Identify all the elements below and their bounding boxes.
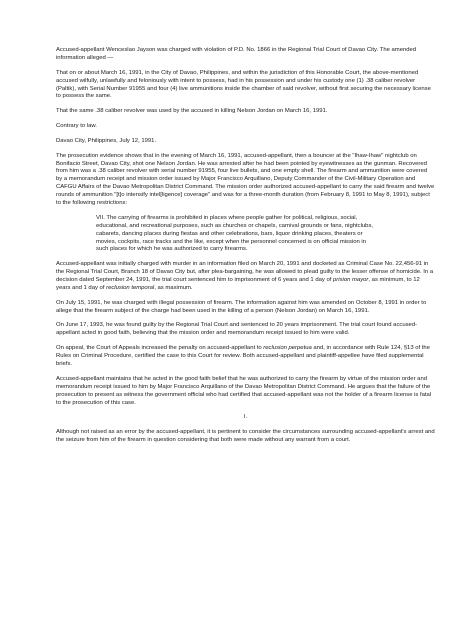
paragraph-murder-charge [56,261,435,293]
quoted-restriction: VII. The carrying of firearms is prohibited in places where people gather for political, religious, social, educational, and recreational purposes, such as churches or chapels, carnival grounds or fans, nightclubs, cabarets, dancing places during fiestas and other celebrations, bars, liquor drinking places, theaters or movies, cockpits, race tracks and the like, except when the personnel concerned is on official mission in such places for which he was authorized to carry firearms. [96,214,374,253]
text-run: On appeal, the Court of Appeals increased the penalty on accused-appellant to [56,345,264,352]
text-run: , as minimum, to 12 years and 1 day of [56,277,420,291]
paragraph-good-faith: Accused-appellant maintains that he acted in the good faith belief that he was authorized to carry the firearm by virtue of the mission order and memorandum receipt issued to him by Major Francisco Arquillano of the Davao Metropolitan District Command. He argues that the failure of the prosecution to present as witness the government official who had certified that accused-appellant was not the holder of a firearm license is fatal to the prosecution of this case. [56,375,432,406]
paragraph-place-date: Davao City, Philippines, July 12, 1991. [56,137,157,144]
paragraph-arrest-circumstances: Although not raised as an error by the accused-appellant, it is pertinent to consider the circumstances surrounding accused-appellant's arrest and the seizure from him of the firearm in question considering that both were made without any warrant from a court. [56,429,435,444]
paragraph-illegal-possession: On July 15, 1991, he was charged with illegal possession of firearm. The information against him was amended on October 8, 1991 in order to allege that the firearm subject of the charge had been used in the killing of a person (Nelson Jordan) on March 16, 1991. [56,299,427,314]
paragraph-appeal [56,345,435,369]
paragraph-charge: Accused-appellant Wenceslao Jayson was charged with violation of P.D. No. 1866 in the Regional Trial Court of Davao City. The amended information alleged — [56,47,417,61]
paragraph-prosecution-evidence: The prosecution evidence shows that in the evening of March 16, 1991, accused-appellant, then a bouncer at the "Ihaw-Ihaw" nightclub on Bonifacio Street, Davao City, shot one Nelson Jordan. He was arrested after he had been pointed by eyewitnesses as the gunman. Recovered from him was a .38 caliber revolver with serial number 91955, four live bullets, and one empty shell. The firearm and ammunition were covered by a memorandum receipt and mission order issued by Major Francisco Arquillano, Deputy Commander of the Civil-Military Operation and CAFGU Affairs of the Davao Metropolitan District Command. The mission order authorized accused-appellant to carry the said firearm and twelve rounds of ammunition "[t]o intensify intel[ligence] coverage" and was for a three-month duration (from February 8, 1991 to May 8, 1991), subject to the following restrictions: [56,152,435,207]
text-run: and, in accordance with Rule 124, §13 of the Rules on Criminal Procedure, certified the case to this Court for review. Both accused-appellant and plaintiff-appellee have filed supplemental briefs. [56,345,430,367]
italic-term: prision mayor [333,277,369,284]
paragraph-rtc-decision: On June 17, 1993, he was found guilty by the Regional Trial Court and sentenced to 20 years imprisonment. The trial court found accused-appellant acted in good faith, believing that the mission order and memorandum receipt issued to him were valid. [56,322,418,337]
paragraph-information: That on or about March 16, 1991, in the City of Davao, Philippines, and within the jurisdiction of this Honorable Court, the above-mentioned accused wilfully, unlawfully and feloniously with intent to possess, had in his possession and under his custody one (1) .38 caliber revolver (Paltik), with Serial Number 91955 and four (4) live ammunitions inside the chamber of said revolver, without first securing the necessary license to possess the same. [56,69,431,100]
text-run: , as maximum. [154,284,193,291]
italic-term: reclusion temporal [106,284,155,291]
section-heading: I. [243,414,248,421]
paragraph-revolver-used: That the same .38 caliber revolver was used by the accused in killing Nelson Jordan on March 16, 1991. [56,108,328,115]
text-run: Accused-appellant was initially charged with murder in an information filed on March 20, 1991 and docketed as Criminal Case No. 22,456-91 in the Regional Trial Court, Branch 18 of Davao City but, after plea-bargaining, he was allowed to plead guilty to the lesser offense of homicide. In a decision dated September 24, 1991, the trial court sentenced him to imprisonment of 6 years and 1 day of [56,261,434,284]
paragraph-contrary-to-law: Contrary to law. [56,123,97,130]
italic-term: reclusion perpetua [263,345,312,352]
